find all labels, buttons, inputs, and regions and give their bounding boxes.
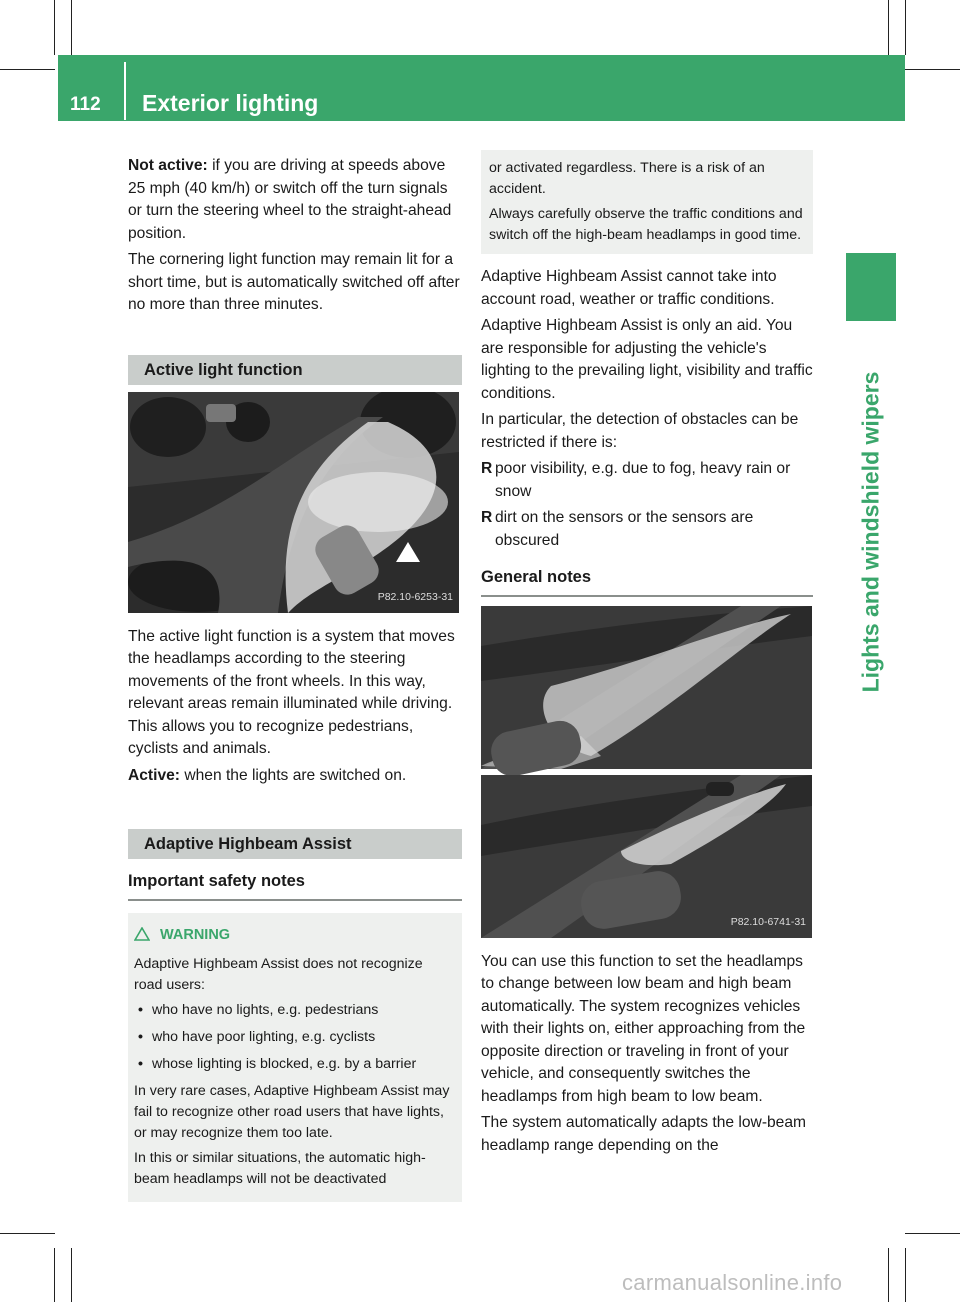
list-item-text: who have poor lighting, e.g. cyclists xyxy=(152,1028,376,1045)
chapter-side-label: Lights and windshield wipers xyxy=(857,371,884,693)
list-item-text: whose lighting is blocked, e.g. by a barrier xyxy=(152,1055,417,1072)
responsibility-paragraph: Adaptive Highbeam Assist is only an aid. You are responsible for adjusting the vehicle's lighting to the prevailing light, visibility and traffic conditions. xyxy=(481,317,813,402)
side-tab xyxy=(846,253,896,321)
list-item-text: poor visibility, e.g. due to fog, heavy rain or snow xyxy=(495,460,791,500)
bullet-mark: • xyxy=(138,1055,143,1072)
warning-paragraph: In very rare cases, Adaptive Highbeam Assist may fail to recognize other road users that have lights, or may recognize them too late. xyxy=(134,1082,450,1141)
detection-paragraph: In particular, the detection of obstacles can be restricted if there is: xyxy=(481,411,799,451)
crop-mark xyxy=(888,1248,889,1302)
page-number: 112 xyxy=(70,94,101,115)
crop-mark xyxy=(54,0,55,55)
list-item xyxy=(481,458,813,503)
crop-mark xyxy=(905,1233,960,1234)
not-active-paragraph xyxy=(128,155,462,245)
not-active-text: if you are driving at speeds above 25 mph (40 km/h) or switch off the turn signals or turn the steering wheel to the straight-ahead position. xyxy=(128,157,452,242)
header-divider xyxy=(124,62,126,120)
bullet-mark: • xyxy=(138,1028,143,1045)
crop-mark xyxy=(888,0,889,55)
list-item xyxy=(138,1000,454,1021)
warning-triangle-icon xyxy=(134,927,150,948)
warning-title-row xyxy=(134,925,454,948)
left-column xyxy=(128,155,462,1202)
function-paragraph: You can use this function to set the headlamps to change between low beam and high beam automatically. The system recognizes vehicles with their lights on, either approaching from the opposite direction or traveling in front of your vehicle, and consequently switches the headlamps from high beam to low beam. xyxy=(481,952,806,1105)
crop-mark xyxy=(905,1248,906,1302)
range-paragraph: The system automatically adapts the low-beam headlamp range depending on the xyxy=(481,1114,807,1154)
bullet-mark: R xyxy=(481,509,493,526)
warning-title: WARNING xyxy=(160,926,231,943)
highbeam-illustration xyxy=(481,606,812,938)
figure-code: P82.10-6253-31 xyxy=(377,591,453,603)
crop-mark xyxy=(905,69,960,70)
crop-mark xyxy=(0,1233,55,1234)
warning-box-continued xyxy=(481,150,813,254)
crop-mark xyxy=(54,1248,55,1302)
safety-notes-heading: Important safety notes xyxy=(128,870,462,901)
list-item-text: dirt on the sensors or the sensors are obscured xyxy=(495,509,754,549)
active-light-figure xyxy=(128,392,459,613)
not-active-label: Not active: xyxy=(128,157,208,174)
active-light-description: The active light function is a system that moves the headlamps according to the steering movements of the front wheels. In this way, relevant areas remain illuminated while driving. This allows you to recognize pedestrians, cyclists and animals. xyxy=(128,627,455,757)
cornering-light-paragraph: The cornering light function may remain lit for a short time, but is automatically switched off after no more than three minutes. xyxy=(128,251,460,313)
active-light-illustration xyxy=(128,392,459,613)
crop-mark xyxy=(0,69,55,70)
watermark: carmanualsonline.info xyxy=(622,1270,843,1295)
bullet-mark: R xyxy=(481,460,493,477)
figure-code: P82.10-6741-31 xyxy=(730,916,806,928)
active-light-heading: Active light function xyxy=(128,355,462,385)
active-label: Active: xyxy=(128,766,180,784)
list-item xyxy=(481,507,813,552)
crop-mark xyxy=(71,1248,72,1302)
active-paragraph xyxy=(128,765,462,788)
warning-paragraph: or activated regardless. There is a risk of an accident. xyxy=(489,160,765,197)
crop-mark xyxy=(905,0,906,55)
warning-paragraph: In this or similar situations, the automatic high-beam headlamps will not be deactivated xyxy=(134,1149,426,1187)
limitations-paragraph: Adaptive Highbeam Assist cannot take into account road, weather or traffic conditions. xyxy=(481,268,777,308)
adaptive-highbeam-heading: Adaptive Highbeam Assist xyxy=(128,829,462,859)
active-text: when the lights are switched on. xyxy=(180,766,407,784)
warning-paragraph: Always carefully observe the traffic conditions and switch off the high-beam headlamps in good time. xyxy=(489,206,803,243)
highbeam-figure xyxy=(481,606,812,938)
warning-box xyxy=(128,913,462,1202)
right-column xyxy=(481,150,813,1161)
list-item xyxy=(138,1027,454,1048)
list-item xyxy=(138,1054,454,1075)
list-item-text: who have no lights, e.g. pedestrians xyxy=(152,1001,379,1018)
general-notes-heading: General notes xyxy=(481,566,813,597)
bullet-mark: • xyxy=(138,1001,143,1018)
warning-intro: Adaptive Highbeam Assist does not recognize road users: xyxy=(134,955,423,993)
section-title: Exterior lighting xyxy=(142,90,319,116)
crop-mark xyxy=(71,0,72,55)
